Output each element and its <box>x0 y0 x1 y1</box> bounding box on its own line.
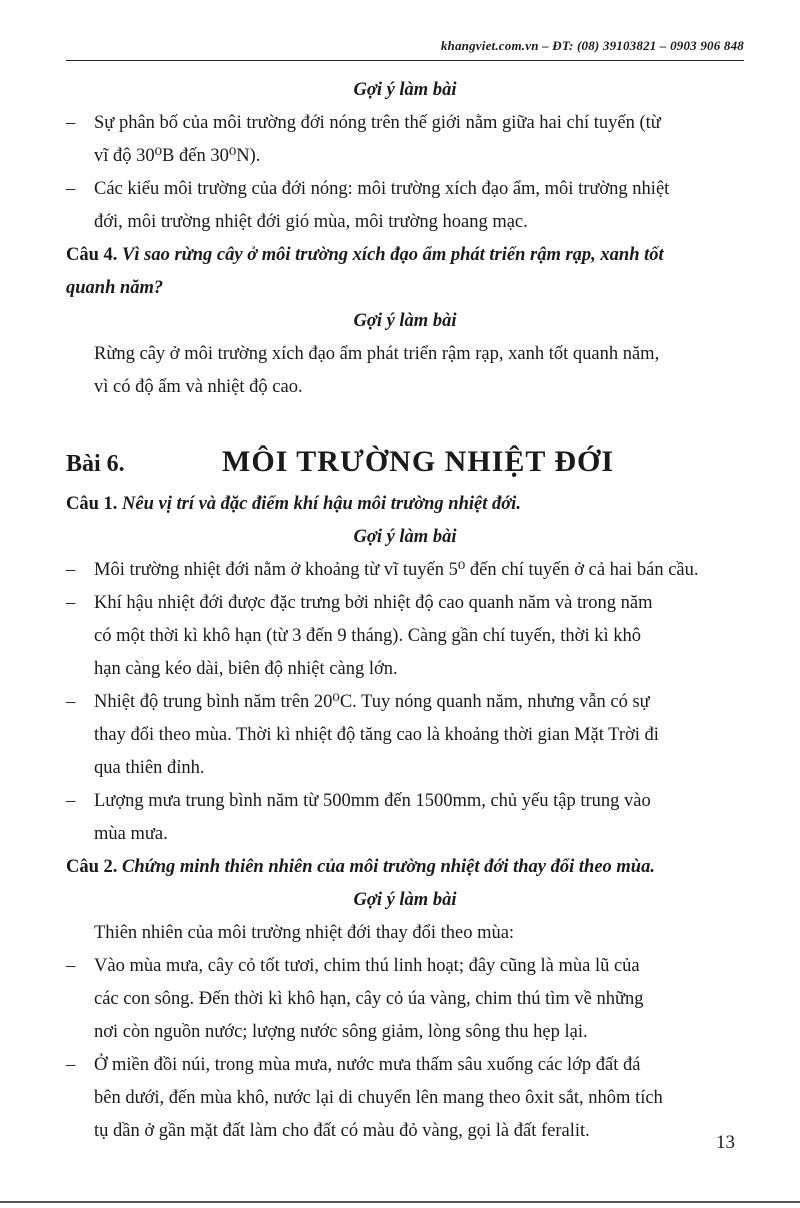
bullet-dash: – <box>66 791 76 811</box>
bullet-line: tụ dần ở gần mặt đất làm cho đất có màu đỏ vàng, gọi là đất feralit. <box>94 1121 590 1141</box>
bullet-line: Nhiệt độ trung bình năm trên 20⁰C. Tuy nóng quanh năm, nhưng vẫn có sự <box>94 692 650 712</box>
bullet-item <box>66 554 744 587</box>
bullet-item <box>66 785 744 851</box>
question-label: Câu 4. <box>66 245 118 265</box>
bullet-item <box>66 950 744 1049</box>
question-2 <box>66 851 744 884</box>
bullet-item <box>66 1049 744 1148</box>
lesson-label: Bài 6. <box>66 451 125 477</box>
bullet-line: thay đổi theo mùa. Thời kì nhiệt độ tăng cao là khoảng thời gian Mặt Trời đi <box>94 725 659 745</box>
bullet-dash: – <box>66 593 76 613</box>
bullet-dash: – <box>66 956 76 976</box>
answer-line: vì có độ ẩm và nhiệt độ cao. <box>94 377 303 397</box>
bullet-line: Sự phân bố của môi trường đới nóng trên thế giới nằm giữa hai chí tuyến (từ <box>94 113 661 133</box>
bullet-line: qua thiên đỉnh. <box>94 758 205 778</box>
question-text: Chứng minh thiên nhiên của môi trường nhiệt đới thay đổi theo mùa. <box>122 857 655 877</box>
page-number: 13 <box>716 1132 735 1153</box>
hint-heading: Gợi ý làm bài <box>353 527 457 547</box>
bullet-line: các con sông. Đến thời kì khô hạn, cây cỏ úa vàng, chim thú tìm về những <box>94 989 644 1009</box>
bullet-line: Môi trường nhiệt đới nằm ở khoảng từ vĩ tuyến 5⁰ đến chí tuyến ở cả hai bán cầu. <box>94 560 699 580</box>
bullet-dash: – <box>66 560 76 580</box>
hint-heading: Gợi ý làm bài <box>353 80 457 100</box>
header-rule <box>66 60 744 61</box>
question-4 <box>66 239 744 305</box>
lesson-title: MÔI TRƯỜNG NHIỆT ĐỚI <box>222 445 614 478</box>
answer-line: Rừng cây ở môi trường xích đạo ẩm phát triển rậm rạp, xanh tốt quanh năm, <box>94 344 660 364</box>
intro-paragraph: Thiên nhiên của môi trường nhiệt đới thay đổi theo mùa: <box>94 923 515 943</box>
lesson-heading <box>66 442 744 484</box>
page-content <box>66 74 744 1148</box>
question-label: Câu 1. <box>66 494 118 514</box>
question-1 <box>66 488 744 521</box>
question-label: Câu 2. <box>66 857 118 877</box>
bullet-line: nơi còn nguồn nước; lượng nước sông giảm, lòng sông thu hẹp lại. <box>94 1022 588 1042</box>
hint-heading: Gợi ý làm bài <box>353 890 457 910</box>
bullet-line: có một thời kì khô hạn (từ 3 đến 9 tháng). Càng gần chí tuyến, thời kì khô <box>94 626 641 646</box>
bullet-line: Lượng mưa trung bình năm từ 500mm đến 1500mm, chủ yếu tập trung vào <box>94 791 651 811</box>
bullet-line: Vào mùa mưa, cây cỏ tốt tươi, chim thú linh hoạt; đây cũng là mùa lũ của <box>94 956 640 976</box>
bullet-item <box>66 686 744 785</box>
bullet-dash: – <box>66 179 76 199</box>
question-text: quanh năm? <box>66 278 164 298</box>
page-header: khangviet.com.vn – ĐT: (08) 39103821 – 0903 906 848 <box>440 38 744 53</box>
bullet-line: bên dưới, đến mùa khô, nước lại di chuyển lên mang theo ôxit sắt, nhôm tích <box>94 1088 663 1108</box>
answer-paragraph <box>66 338 744 404</box>
question-text: Nêu vị trí và đặc điểm khí hậu môi trường nhiệt đới. <box>122 494 521 514</box>
question-text: Vì sao rừng cây ở môi trường xích đạo ẩm phát triển rậm rạp, xanh tốt <box>122 245 664 265</box>
bullet-dash: – <box>66 1055 76 1075</box>
bullet-line: vĩ độ 30⁰B đến 30⁰N). <box>94 146 261 166</box>
bullet-line: Khí hậu nhiệt đới được đặc trưng bởi nhiệt độ cao quanh năm và trong năm <box>94 593 653 613</box>
bullet-dash: – <box>66 113 76 133</box>
bullet-item <box>66 107 744 173</box>
bullet-line: Ở miền đồi núi, trong mùa mưa, nước mưa thấm sâu xuống các lớp đất đá <box>94 1055 641 1075</box>
bullet-line: đới, môi trường nhiệt đới gió mùa, môi trường hoang mạc. <box>94 212 528 232</box>
hint-heading: Gợi ý làm bài <box>353 311 457 331</box>
bullet-item <box>66 173 744 239</box>
bullet-item <box>66 587 744 686</box>
bullet-line: hạn càng kéo dài, biên độ nhiệt càng lớn. <box>94 659 398 679</box>
bullet-line: Các kiểu môi trường của đới nóng: môi trường xích đạo ẩm, môi trường nhiệt <box>94 179 670 199</box>
bottom-rule <box>0 1201 800 1203</box>
bullet-line: mùa mưa. <box>94 824 168 844</box>
bullet-dash: – <box>66 692 76 712</box>
